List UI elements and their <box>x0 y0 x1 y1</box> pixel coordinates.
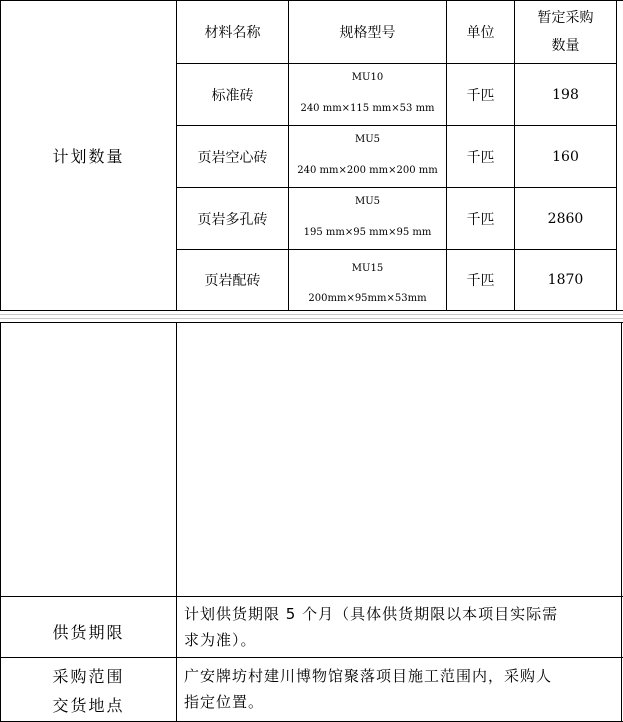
header-qty-line1: 暂定采购 <box>537 10 594 26</box>
row-3-dims: 195 mm×95 mm×95 mm <box>303 227 432 238</box>
delivery-text-line2: 指定位置。 <box>184 693 265 711</box>
header-material-name: 材料名称 <box>204 25 261 41</box>
header-qty-line2: 数量 <box>551 38 580 54</box>
supply-period-text-line1: 计划供货期限 5 个月（具体供货期限以本项目实际需 <box>184 605 559 623</box>
row-3-grade: MU5 <box>354 196 381 207</box>
supply-period-text-line2: 求为准）。 <box>184 631 257 649</box>
row-3-qty: 2860 <box>547 210 584 227</box>
empty-content-cell <box>177 323 621 596</box>
supply-period-label: 供货期限 <box>52 622 125 642</box>
header-purchase-quantity <box>515 1 616 63</box>
row-1-name: 标准砖 <box>211 87 254 104</box>
row-1-qty: 198 <box>552 86 579 103</box>
row-2-qty: 160 <box>552 148 579 165</box>
delivery-text <box>184 663 620 715</box>
supply-period-text <box>184 601 620 653</box>
row-4-dims: 200mm×95mm×53mm <box>308 293 427 304</box>
plan-quantity-label: 计划数量 <box>52 147 125 166</box>
delivery-text-line1: 广安牌坊村建川博物馆聚落项目施工范围内，采购人 <box>184 667 553 685</box>
row-4-unit: 千匹 <box>466 273 495 289</box>
row-2-grade: MU5 <box>354 134 381 145</box>
empty-label-cell <box>1 323 176 596</box>
delivery-label-line1: 采购范围 <box>52 667 125 686</box>
row-4-name: 页岩配砖 <box>204 273 261 289</box>
row-1-unit: 千匹 <box>466 87 495 104</box>
header-spec-model: 规格型号 <box>339 25 396 41</box>
row-4-qty: 1870 <box>547 272 584 288</box>
row-2-unit: 千匹 <box>466 149 495 166</box>
row-3-name: 页岩多孔砖 <box>197 211 268 228</box>
row-4-grade: MU15 <box>351 263 384 274</box>
delivery-label-line2: 交货地点 <box>52 696 125 715</box>
row-1-dims: 240 mm×115 mm×53 mm <box>300 103 435 114</box>
row-2-name: 页岩空心砖 <box>197 149 268 166</box>
row-1-grade: MU10 <box>351 72 384 83</box>
header-unit: 单位 <box>466 25 495 41</box>
delivery-label <box>1 662 176 720</box>
row-2-dims: 240 mm×200 mm×200 mm <box>297 165 438 176</box>
row-3-unit: 千匹 <box>466 211 495 228</box>
